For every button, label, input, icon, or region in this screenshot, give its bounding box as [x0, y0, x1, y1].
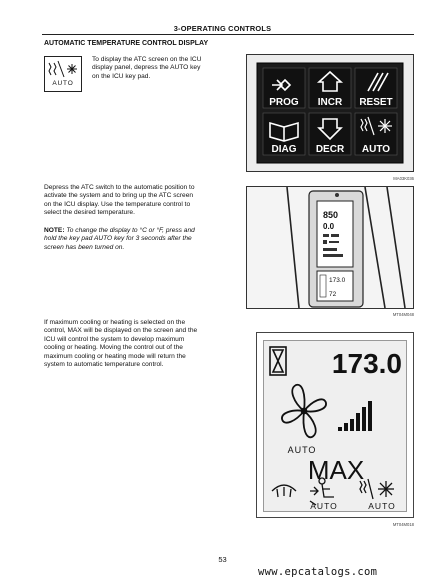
keypad-label: PROG [269, 97, 299, 108]
page-number: 53 [218, 555, 227, 564]
keypad-label: DIAG [271, 144, 297, 155]
intro-line: on the ICU key pad. [92, 72, 151, 80]
body-line: control, MAX will be displayed on the screen and the [44, 327, 198, 335]
fan-speed-bars [338, 401, 372, 431]
lcd-temperature-value: 173.0 [331, 348, 402, 379]
seat-auto-label: AUTO [310, 501, 338, 511]
intro-text [92, 56, 242, 81]
watermark: www.epcatalogs.com [258, 566, 378, 578]
temp-readout: 173.0 [329, 277, 346, 284]
activate-text [44, 184, 224, 218]
climate-auto-label: AUTO [368, 501, 396, 511]
lcd-mode-text: MAX [307, 455, 365, 485]
fan-icon [282, 385, 326, 438]
body-line: activate the system and to bring up the ATC screen [44, 192, 194, 200]
note-text: screen has been turned on. [44, 243, 125, 251]
max-text [44, 319, 224, 369]
keypad-caption: MA03K036 [393, 176, 414, 181]
cab-pillar-illustration [247, 187, 413, 308]
set-readout: 72 [329, 291, 337, 298]
defrost-icon [272, 485, 296, 497]
auto-key-label: AUTO [52, 80, 74, 87]
body-line: select the desired temperature. [44, 209, 135, 217]
body-line: on the ICU display. Use the temperature control to [44, 200, 191, 208]
icu-keypad [247, 55, 413, 171]
cab-photo [246, 186, 414, 309]
keypad-figure [246, 54, 414, 172]
body-line: cooling or heating. Moving the control out of the [44, 344, 183, 352]
note-block [44, 227, 224, 252]
lcd-graphics [264, 341, 408, 513]
body-line: ICU will control the system to develop maximum [44, 335, 185, 343]
note-text: To change the display to °C or °F, press and [66, 227, 195, 234]
note-label: NOTE: [44, 227, 65, 234]
fan-auto-label: AUTO [287, 445, 317, 455]
atc-lcd-figure [256, 332, 414, 518]
atc-lcd-screen [263, 340, 407, 512]
note-text: hold the key pad AUTO key for 3 seconds after the [44, 235, 192, 243]
auto-key-icon [44, 56, 82, 92]
body-line: Depress the ATC switch to the automatic position to [44, 184, 195, 191]
cab-photo-caption: MT04M048 [392, 312, 414, 317]
header-rule [42, 34, 414, 35]
keypad-label: RESET [359, 97, 393, 108]
body-line: If maximum cooling or heating is selected on the [44, 319, 186, 326]
section-title: AUTOMATIC TEMPERATURE CONTROL DISPLAY [44, 40, 209, 47]
page-header: 3-OPERATING CONTROLS [173, 24, 272, 33]
keypad-label: INCR [317, 97, 343, 108]
intro-line: To display the ATC screen on the ICU [92, 56, 202, 63]
intro-line: display panel, depress the AUTO key [92, 64, 201, 72]
rpm-readout: 850 [323, 210, 339, 220]
lcd-caption: MT04M018 [392, 522, 414, 527]
hourglass-icon [270, 347, 286, 375]
body-line: maximum cooling or heating mode will return the [44, 352, 186, 360]
secondary-readout: 0.0 [323, 222, 335, 231]
body-line: system to automatic temperature control. [44, 361, 164, 369]
keypad-label: DECR [315, 144, 345, 155]
keypad-label: AUTO [361, 144, 391, 155]
snowflake-sun-icon [360, 479, 394, 499]
